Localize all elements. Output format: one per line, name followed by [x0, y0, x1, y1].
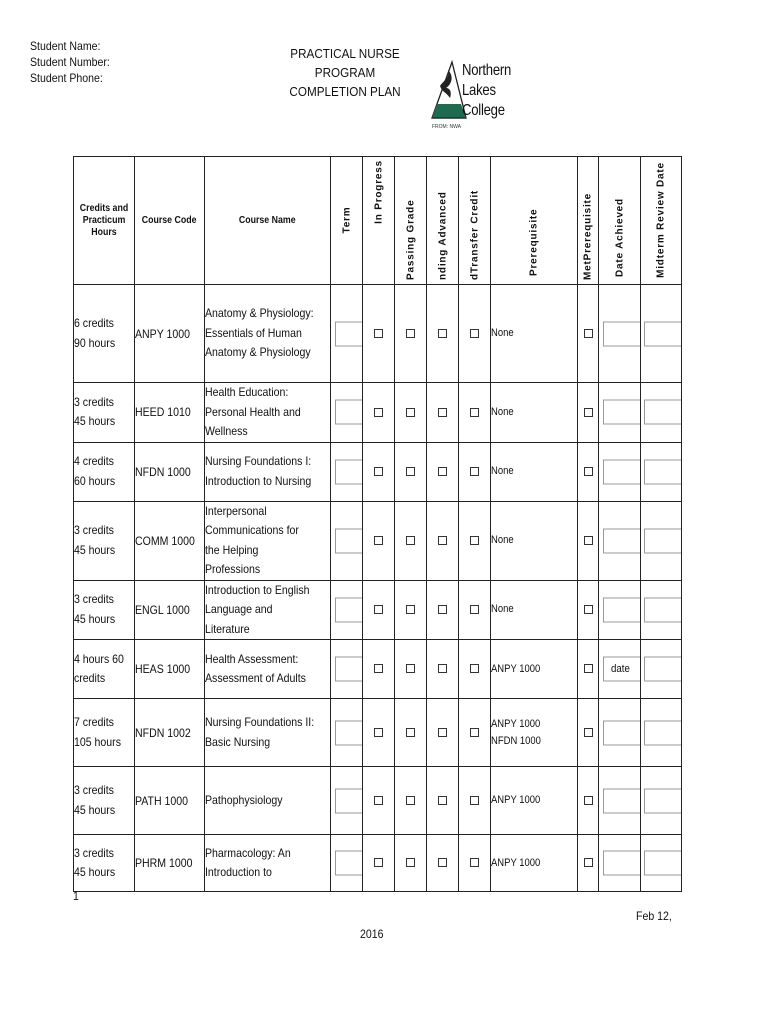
logo-text-line-3: College: [462, 102, 505, 119]
passing-grade-checkbox[interactable]: [406, 536, 415, 545]
term-input[interactable]: [335, 459, 363, 484]
met-prerequisite-checkbox[interactable]: [584, 467, 593, 476]
pending-advanced-cell: [427, 580, 459, 640]
course-code-text: HEAS 1000: [135, 662, 191, 676]
header-term: Term: [331, 157, 363, 285]
credits-cell: [74, 640, 135, 699]
midterm-review-cell: [641, 383, 682, 443]
met-prerequisite-checkbox[interactable]: [584, 329, 593, 338]
prerequisite-text: None: [491, 465, 514, 477]
in-progress-cell: [363, 640, 395, 699]
date-achieved-input[interactable]: [603, 597, 641, 622]
transfer-credit-cell: [459, 501, 491, 580]
passing-grade-checkbox[interactable]: [406, 858, 415, 867]
midterm-review-cell: [641, 835, 682, 892]
date-achieved-input[interactable]: [603, 851, 641, 876]
term-cell: [331, 501, 363, 580]
midterm-review-cell: [641, 640, 682, 699]
in-progress-checkbox[interactable]: [374, 605, 383, 614]
in-progress-cell: [363, 835, 395, 892]
date-achieved-input[interactable]: [603, 528, 641, 553]
pending-advanced-cell: [427, 699, 459, 767]
term-input[interactable]: [335, 321, 363, 346]
pending-advanced-checkbox[interactable]: [438, 536, 447, 545]
header-date-achieved: Date Achieved: [599, 157, 641, 285]
term-cell: [331, 699, 363, 767]
course-code-cell: [135, 285, 205, 383]
term-cell: [331, 640, 363, 699]
logo-tagline: FROM: NWA: [432, 124, 461, 130]
in-progress-checkbox[interactable]: [374, 728, 383, 737]
term-input[interactable]: [335, 400, 363, 425]
course-name-cell: [205, 285, 331, 383]
credits-text: 3 credits 45 hours: [74, 783, 116, 817]
course-row: [74, 699, 682, 767]
prerequisite-cell: [491, 383, 578, 443]
header-credits: Credits and Practicum Hours: [74, 157, 135, 285]
term-cell: [331, 835, 363, 892]
prerequisite-cell: [491, 580, 578, 640]
course-code-cell: [135, 767, 205, 835]
pending-advanced-checkbox[interactable]: [438, 796, 447, 805]
passing-grade-cell: [395, 383, 427, 443]
logo-text-line-2: Lakes: [462, 82, 496, 99]
passing-grade-cell: [395, 285, 427, 383]
credits-text: 3 credits 45 hours: [74, 845, 116, 879]
transfer-credit-checkbox[interactable]: [470, 728, 479, 737]
prerequisite-cell: [491, 501, 578, 580]
date-achieved-cell: [599, 767, 641, 835]
passing-grade-checkbox[interactable]: [406, 329, 415, 338]
transfer-credit-checkbox[interactable]: [470, 329, 479, 338]
met-prerequisite-checkbox[interactable]: [584, 664, 593, 673]
course-code-text: HEED 1010: [135, 405, 191, 420]
course-row: [74, 383, 682, 443]
header-transfer-credit: dTransfer Credit: [459, 157, 491, 285]
met-prerequisite-cell: [578, 767, 599, 835]
transfer-credit-checkbox[interactable]: [470, 664, 479, 673]
college-logo: [428, 58, 528, 134]
course-name-text: Interpersonal Communications for the Helping Professions: [205, 503, 299, 576]
in-progress-checkbox[interactable]: [374, 408, 383, 417]
pending-advanced-checkbox[interactable]: [438, 605, 447, 614]
prerequisite-text: ANPY 1000 NFDN 1000: [491, 717, 541, 747]
course-name-cell: [205, 442, 331, 501]
passing-grade-checkbox[interactable]: [406, 796, 415, 805]
header-met-prerequisite: MetPrerequisite: [578, 157, 599, 285]
transfer-credit-cell: [459, 383, 491, 443]
met-prerequisite-cell: [578, 501, 599, 580]
met-prerequisite-cell: [578, 285, 599, 383]
course-name-cell: [205, 835, 331, 892]
in-progress-checkbox[interactable]: [374, 536, 383, 545]
prerequisite-cell: [491, 285, 578, 383]
midterm-review-input[interactable]: [644, 720, 682, 745]
course-name-text: Nursing Foundations II: Basic Nursing: [205, 715, 315, 749]
met-prerequisite-cell: [578, 383, 599, 443]
in-progress-checkbox[interactable]: [374, 467, 383, 476]
in-progress-checkbox[interactable]: [374, 858, 383, 867]
in-progress-cell: [363, 767, 395, 835]
credits-text: 7 credits 105 hours: [74, 715, 121, 749]
passing-grade-cell: [395, 640, 427, 699]
header-course-code: Course Code: [135, 157, 205, 285]
term-cell: [331, 580, 363, 640]
credits-cell: [74, 835, 135, 892]
prerequisite-cell: [491, 835, 578, 892]
met-prerequisite-checkbox[interactable]: [584, 408, 593, 417]
passing-grade-cell: [395, 699, 427, 767]
midterm-review-input[interactable]: [644, 321, 682, 346]
date-achieved-cell: [599, 640, 641, 699]
met-prerequisite-cell: [578, 835, 599, 892]
passing-grade-cell: [395, 442, 427, 501]
course-name-text: Pathophysiology: [205, 792, 283, 807]
course-code-text: PHRM 1000: [135, 856, 193, 870]
course-name-text: Nursing Foundations I: Introduction to Nursing: [205, 454, 312, 488]
header-midterm-review: Midterm Review Date: [641, 157, 682, 285]
midterm-review-input[interactable]: [644, 597, 682, 622]
date-achieved-cell: [599, 442, 641, 501]
pending-advanced-cell: [427, 501, 459, 580]
term-input[interactable]: [335, 597, 363, 622]
in-progress-checkbox[interactable]: [374, 329, 383, 338]
course-name-cell: [205, 767, 331, 835]
course-name-cell: [205, 383, 331, 443]
prerequisite-text: None: [491, 405, 514, 418]
course-code-text: NFDN 1002: [135, 725, 191, 740]
date-achieved-cell: [599, 383, 641, 443]
prerequisite-cell: [491, 442, 578, 501]
in-progress-checkbox[interactable]: [374, 664, 383, 673]
completion-plan-table: [73, 156, 682, 892]
midterm-review-input[interactable]: [644, 851, 682, 876]
term-cell: [331, 285, 363, 383]
midterm-review-input[interactable]: [644, 400, 682, 425]
course-code-cell: [135, 442, 205, 501]
footer-date-part-1: Feb 12,: [636, 909, 672, 923]
met-prerequisite-cell: [578, 640, 599, 699]
course-code-text: COMM 1000: [135, 533, 195, 548]
date-achieved-cell: [599, 699, 641, 767]
header-course-name: Course Name: [205, 157, 331, 285]
midterm-review-cell: [641, 442, 682, 501]
credits-cell: [74, 767, 135, 835]
course-code-cell: [135, 699, 205, 767]
footer-date-part-2: 2016: [360, 927, 384, 941]
pending-advanced-cell: [427, 835, 459, 892]
midterm-review-input[interactable]: [644, 657, 682, 682]
transfer-credit-checkbox[interactable]: [470, 796, 479, 805]
passing-grade-checkbox[interactable]: [406, 467, 415, 476]
in-progress-cell: [363, 501, 395, 580]
term-input[interactable]: [335, 657, 363, 682]
transfer-credit-cell: [459, 640, 491, 699]
in-progress-cell: [363, 285, 395, 383]
date-achieved-cell: [599, 501, 641, 580]
student-info: [30, 38, 110, 86]
date-achieved-cell: [599, 580, 641, 640]
credits-text: 4 hours 60 credits: [74, 651, 124, 685]
student-number-label: Student Number:: [30, 55, 110, 69]
date-achieved-input[interactable]: [603, 788, 641, 813]
pending-advanced-cell: [427, 285, 459, 383]
prerequisite-cell: [491, 699, 578, 767]
in-progress-cell: [363, 699, 395, 767]
credits-text: 4 credits 60 hours: [74, 454, 116, 488]
date-achieved-input[interactable]: [603, 321, 641, 346]
pending-advanced-cell: [427, 640, 459, 699]
course-code-text: ENGL 1000: [135, 602, 190, 617]
header-pending-advanced: nding Advanced: [427, 157, 459, 285]
transfer-credit-cell: [459, 442, 491, 501]
credits-cell: [74, 442, 135, 501]
credits-cell: [74, 383, 135, 443]
term-input[interactable]: [335, 788, 363, 813]
course-name-cell: [205, 640, 331, 699]
in-progress-cell: [363, 383, 395, 443]
in-progress-cell: [363, 442, 395, 501]
passing-grade-cell: [395, 501, 427, 580]
transfer-credit-checkbox[interactable]: [470, 605, 479, 614]
course-code-cell: [135, 383, 205, 443]
passing-grade-cell: [395, 580, 427, 640]
passing-grade-cell: [395, 767, 427, 835]
transfer-credit-cell: [459, 580, 491, 640]
course-name-cell: [205, 580, 331, 640]
pending-advanced-checkbox[interactable]: [438, 664, 447, 673]
passing-grade-cell: [395, 835, 427, 892]
header-row: [74, 157, 682, 285]
pending-advanced-cell: [427, 767, 459, 835]
term-cell: [331, 442, 363, 501]
transfer-credit-cell: [459, 699, 491, 767]
title-line-1: PRACTICAL NURSE PROGRAM: [290, 46, 400, 80]
title-line-2: COMPLETION PLAN: [289, 84, 401, 99]
prerequisite-cell: [491, 767, 578, 835]
credits-cell: [74, 501, 135, 580]
pending-advanced-checkbox[interactable]: [438, 329, 447, 338]
course-name-text: Anatomy & Physiology: Essentials of Human Anatomy & Physiology: [205, 306, 314, 360]
date-achieved-cell: [599, 835, 641, 892]
credits-text: 3 credits 45 hours: [74, 523, 116, 557]
midterm-review-cell: [641, 285, 682, 383]
term-input[interactable]: [335, 528, 363, 553]
midterm-review-cell: [641, 699, 682, 767]
logo-text-line-1: Northern: [462, 62, 512, 79]
term-input[interactable]: [335, 851, 363, 876]
passing-grade-checkbox[interactable]: [406, 408, 415, 417]
student-phone-label: Student Phone:: [30, 71, 103, 85]
met-prerequisite-checkbox[interactable]: [584, 728, 593, 737]
course-row: [74, 767, 682, 835]
prerequisite-text: None: [491, 327, 514, 339]
met-prerequisite-checkbox[interactable]: [584, 536, 593, 545]
course-row: [74, 835, 682, 892]
date-achieved-text: date: [611, 663, 630, 675]
credits-cell: [74, 285, 135, 383]
course-name-text: Pharmacology: An Introduction to: [205, 845, 291, 879]
credits-cell: [74, 699, 135, 767]
course-row: [74, 442, 682, 501]
header-in-progress: In Progress: [363, 157, 395, 285]
date-achieved-cell: [599, 285, 641, 383]
transfer-credit-checkbox[interactable]: [470, 408, 479, 417]
credits-text: 6 credits 90 hours: [74, 316, 116, 350]
header-passing-grade: Passing Grade: [395, 157, 427, 285]
passing-grade-checkbox[interactable]: [406, 605, 415, 614]
date-achieved-input[interactable]: [603, 400, 641, 425]
transfer-credit-cell: [459, 767, 491, 835]
credits-cell: [74, 580, 135, 640]
in-progress-checkbox[interactable]: [374, 796, 383, 805]
course-row: [74, 285, 682, 383]
course-code-cell: [135, 501, 205, 580]
pending-advanced-checkbox[interactable]: [438, 467, 447, 476]
met-prerequisite-cell: [578, 699, 599, 767]
term-cell: [331, 383, 363, 443]
met-prerequisite-cell: [578, 580, 599, 640]
prerequisite-text: None: [491, 603, 514, 616]
pending-advanced-checkbox[interactable]: [438, 408, 447, 417]
met-prerequisite-checkbox[interactable]: [584, 796, 593, 805]
pending-advanced-cell: [427, 383, 459, 443]
term-input[interactable]: [335, 720, 363, 745]
course-name-text: Health Assessment: Assessment of Adults: [205, 651, 306, 685]
prerequisite-text: ANPY 1000: [491, 662, 541, 675]
met-prerequisite-cell: [578, 442, 599, 501]
prerequisite-text: None: [491, 534, 514, 546]
course-code-text: PATH 1000: [135, 793, 189, 808]
course-code-text: NFDN 1000: [135, 464, 191, 479]
course-name-cell: [205, 699, 331, 767]
met-prerequisite-checkbox[interactable]: [584, 605, 593, 614]
midterm-review-input[interactable]: [644, 459, 682, 484]
date-achieved-input[interactable]: [603, 459, 641, 484]
midterm-review-input[interactable]: [644, 788, 682, 813]
passing-grade-checkbox[interactable]: [406, 664, 415, 673]
midterm-review-cell: [641, 580, 682, 640]
in-progress-cell: [363, 580, 395, 640]
pending-advanced-checkbox[interactable]: [438, 858, 447, 867]
pending-advanced-checkbox[interactable]: [438, 728, 447, 737]
course-name-text: Health Education: Personal Health and Wellness: [205, 385, 301, 438]
prerequisite-cell: [491, 640, 578, 699]
passing-grade-checkbox[interactable]: [406, 728, 415, 737]
document-title: [260, 44, 431, 101]
student-name-label: Student Name:: [30, 39, 101, 53]
midterm-review-cell: [641, 501, 682, 580]
course-code-cell: [135, 835, 205, 892]
prerequisite-text: ANPY 1000: [491, 794, 541, 806]
pending-advanced-cell: [427, 442, 459, 501]
course-row: [74, 640, 682, 699]
course-code-text: ANPY 1000: [135, 326, 190, 341]
course-name-cell: [205, 501, 331, 580]
met-prerequisite-checkbox[interactable]: [584, 858, 593, 867]
course-row: [74, 580, 682, 640]
transfer-credit-checkbox[interactable]: [470, 467, 479, 476]
date-achieved-input[interactable]: [603, 720, 641, 745]
course-row: [74, 501, 682, 580]
transfer-credit-checkbox[interactable]: [470, 858, 479, 867]
prerequisite-text: ANPY 1000: [491, 856, 541, 869]
course-name-text: Introduction to English Language and Literature: [205, 582, 310, 636]
course-code-cell: [135, 640, 205, 699]
transfer-credit-cell: [459, 285, 491, 383]
transfer-credit-cell: [459, 835, 491, 892]
page-number: 1: [73, 889, 79, 903]
course-code-cell: [135, 580, 205, 640]
credits-text: 3 credits 45 hours: [74, 394, 116, 429]
header-prerequisite: Prerequisite: [491, 157, 578, 285]
term-cell: [331, 767, 363, 835]
midterm-review-cell: [641, 767, 682, 835]
midterm-review-input[interactable]: [644, 528, 682, 553]
credits-text: 3 credits 45 hours: [74, 592, 116, 626]
transfer-credit-checkbox[interactable]: [470, 536, 479, 545]
